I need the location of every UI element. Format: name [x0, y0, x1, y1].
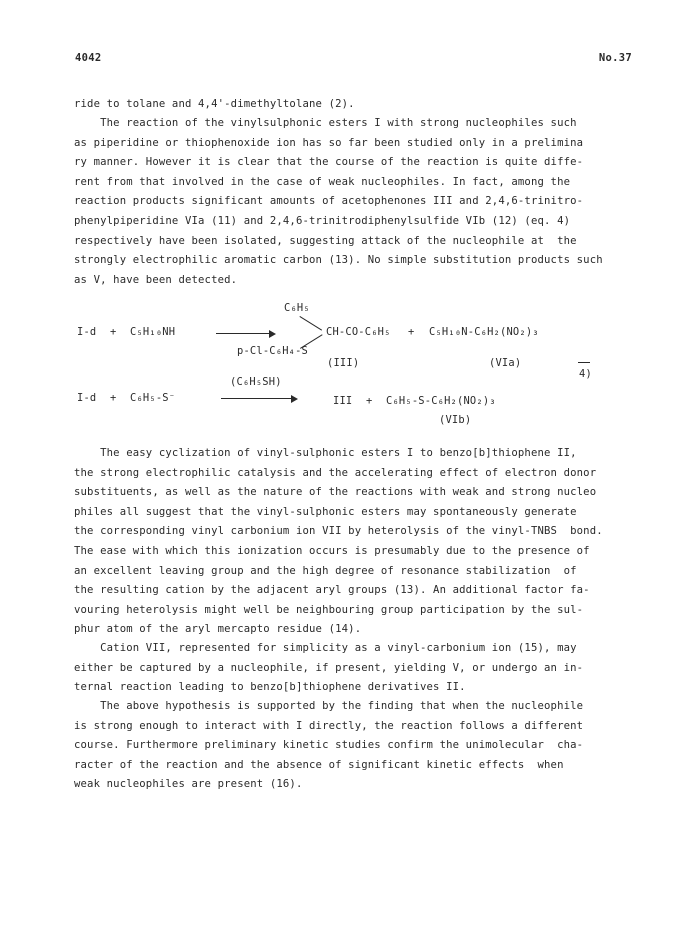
reactant-label: I-d: [77, 326, 97, 338]
paragraph-cation: [74, 639, 634, 698]
text-line: substituents, as well as the nature of the reactions with weak and strong nucleo: [74, 486, 597, 499]
ketone-chain: CH-CO-C₆H₅: [326, 326, 391, 338]
text-line: an excellent leaving group and the high degree of resonance stabilization of: [74, 564, 577, 577]
paragraph-hypothesis: [74, 697, 634, 795]
text-line: phur atom of the aryl mercapto residue (14).: [74, 623, 362, 636]
text-line: the resulting cation by the adjacent aryl groups (13). An additional factor fa-: [74, 584, 590, 597]
text-line: strongly electrophilic aromatic carbon (13). No simple substitution products such: [74, 254, 603, 267]
text-line: ternal reaction leading to benzo[b]thiophene derivatives II.: [74, 681, 466, 694]
reaction-arrow: [221, 398, 296, 399]
text-line: racter of the reaction and the absence of significant kinetic effects when: [74, 758, 564, 771]
phenyl-substituent: C₆H₅: [284, 302, 310, 314]
bond-line: [300, 334, 323, 349]
text-line: phenylpiperidine VIa (11) and 2,4,6-trinitrodiphenylsulfide VIb (12) (eq. 4): [74, 214, 571, 227]
text-line: philes all suggest that the vinyl-sulphonic esters may spontaneously generate: [74, 505, 577, 518]
page-number: 4042: [75, 52, 102, 64]
paragraph-continuation: [74, 95, 634, 115]
text-line: as V, have been detected.: [74, 273, 238, 286]
text-line: The reaction of the vinylsulphonic esters I with strong nucleophiles such: [74, 117, 577, 129]
equation-number-rule: [578, 362, 590, 363]
product-label-vib: (VIb): [439, 414, 472, 426]
text-line: the strong electrophilic catalysis and the accelerating effect of electron donor: [74, 466, 597, 479]
bond-line: [299, 316, 322, 331]
text-line: the corresponding vinyl carbonium ion VII by heterolysis of the vinyl-TNBS bond.: [74, 525, 603, 538]
text-line: ride to tolane and 4,4'-dimethyltolane (2).: [74, 98, 355, 110]
text-line: ry manner. However it is clear that the course of the reaction is quite diffe-: [74, 156, 584, 169]
text-line: weak nucleophiles are present (16).: [74, 778, 303, 791]
text-line: reaction products significant amounts of acetophenones III and 2,4,6-trinitro-: [74, 195, 584, 208]
arylthio-substituent: p-Cl-C₆H₄-S: [237, 345, 309, 357]
product-label-via: (VIa): [489, 357, 522, 369]
product-iii: III: [333, 395, 353, 407]
reactant-label: I-d: [77, 392, 97, 404]
text-line: is strong enough to interact with I directly, the reaction follows a different: [74, 719, 584, 732]
text-line: course. Furthermore preliminary kinetic studies confirm the unimolecular cha-: [74, 739, 584, 752]
piperidine-formula: C₅H₁₀NH: [130, 326, 176, 338]
plus-sign: +: [110, 392, 117, 404]
reaction-arrow: [216, 333, 274, 334]
text-line: respectively have been isolated, suggesting attack of the nucleophile at the: [74, 234, 577, 247]
trinitrodiphenylsulfide-formula: C₆H₅-S-C₆H₂(NO₂)₃: [386, 395, 496, 407]
issue-number: No.37: [598, 52, 632, 64]
paragraph-strong-nucleophiles: [74, 114, 634, 290]
text-line: The ease with which this ionization occurs is presumably due to the presence of: [74, 544, 590, 557]
text-line: as piperidine or thiophenoxide ion has so far been studied only in a prelimina: [74, 136, 584, 149]
trinitrophenylpiperidine-formula: C₅H₁₀N-C₆H₂(NO₂)₃: [429, 326, 539, 338]
text-line: The above hypothesis is supported by the finding that when the nucleophile: [74, 700, 584, 712]
product-label-iii: (III): [327, 357, 360, 369]
plus-sign: +: [408, 326, 415, 338]
equation-number: 4): [579, 368, 592, 380]
reaction-condition: (C₆H₅SH): [230, 376, 282, 388]
plus-sign: +: [110, 326, 117, 338]
plus-sign: +: [366, 395, 373, 407]
text-line: The easy cyclization of vinyl-sulphonic esters I to benzo[b]thiophene II,: [74, 447, 577, 459]
text-line: Cation VII, represented for simplicity as a vinyl-carbonium ion (15), may: [74, 642, 577, 654]
paragraph-cyclization: [74, 444, 634, 640]
text-line: rent from that involved in the case of weak nucleophiles. In fact, among the: [74, 175, 571, 188]
text-line: either be captured by a nucleophile, if present, yielding V, or undergo an in-: [74, 661, 584, 674]
thiophenoxide-formula: C₆H₅-S⁻: [130, 392, 176, 404]
text-line: vouring heterolysis might well be neighbouring group participation by the sul-: [74, 603, 584, 616]
